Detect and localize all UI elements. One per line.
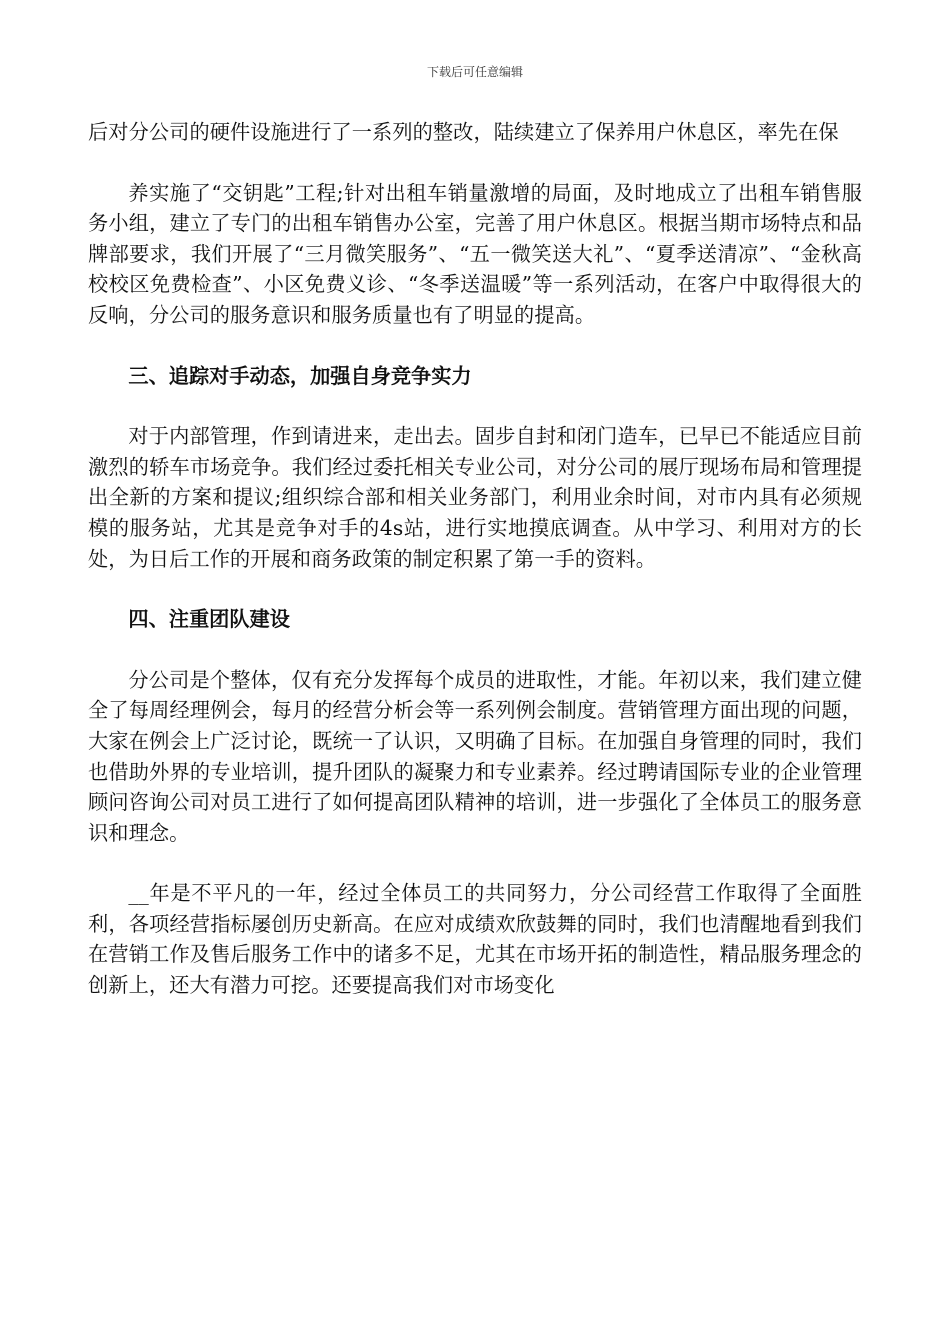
section-heading-3: 三、追踪对手动态，加强自身竞争实力 <box>128 363 472 388</box>
section-heading-4: 四、注重团队建设 <box>128 607 290 632</box>
page-header: 下载后可任意编辑 <box>426 65 523 79</box>
paragraph-1: 后对分公司的硬件设施进行了一系列的整改，陆续建立了保养用户休息区，率先在保 <box>88 120 839 144</box>
paragraph-2: 养实施了“交钥匙”工程;针对出租车销量激增的局面，及时地成立了出租车销售服务小组，建立了专门的出租车销售办公室，完善了用户休息区。根据当期市场特点和品牌部要求，我们开展了“三月微笑服务”、“五一微笑送大礼”、“夏季送清凉”、“金秋高校校区免费检查”、小区免费义诊、“冬季送温暖”等一系列活动，在客户中取得很大的反响，分公司的服务意识和服务质量也有了明显的提高。 <box>88 180 862 327</box>
document-body <box>88 117 862 1001</box>
paragraph-3: 对于内部管理，作到请进来，走出去。固步自封和闭门造车，已早已不能适应目前激烈的轿车市场竞争。我们经过委托相关专业公司，对分公司的展厅现场布局和管理提出全新的方案和提议;组织综合部和相关业务部门，利用业余时间，对市内具有必须规模的服务站，尤其是竞争对手的4s站，进行实地摸底调查。从中学习、利用对方的长处，为日后工作的开展和商务政策的制定积累了第一手的资料。 <box>88 424 862 571</box>
paragraph-4: 分公司是个整体，仅有充分发挥每个成员的进取性，才能。年初以来，我们建立健全了每周经理例会，每月的经营分析会等一系列例会制度。营销管理方面出现的问题，大家在例会上广泛讨论，既统一了认识，又明确了目标。在加强自身管理的同时，我们也借助外界的专业培训，提升团队的凝聚力和专业素养。经过聘请国际专业的企业管理顾问咨询公司对员工进行了如何提高团队精神的培训，进一步强化了全体员工的服务意识和理念。 <box>88 667 862 845</box>
paragraph-5: __年是不平凡的一年，经过全体员工的共同努力，分公司经营工作取得了全面胜利，各项经营指标屡创历史新高。在应对成绩欢欣鼓舞的同时，我们也清醒地看到我们在营销工作及售后服务工作中的诸多不足，尤其在市场开拓的制造性，精品服务理念的创新上，还大有潜力可挖。还要提高我们对市场变化 <box>88 881 862 998</box>
